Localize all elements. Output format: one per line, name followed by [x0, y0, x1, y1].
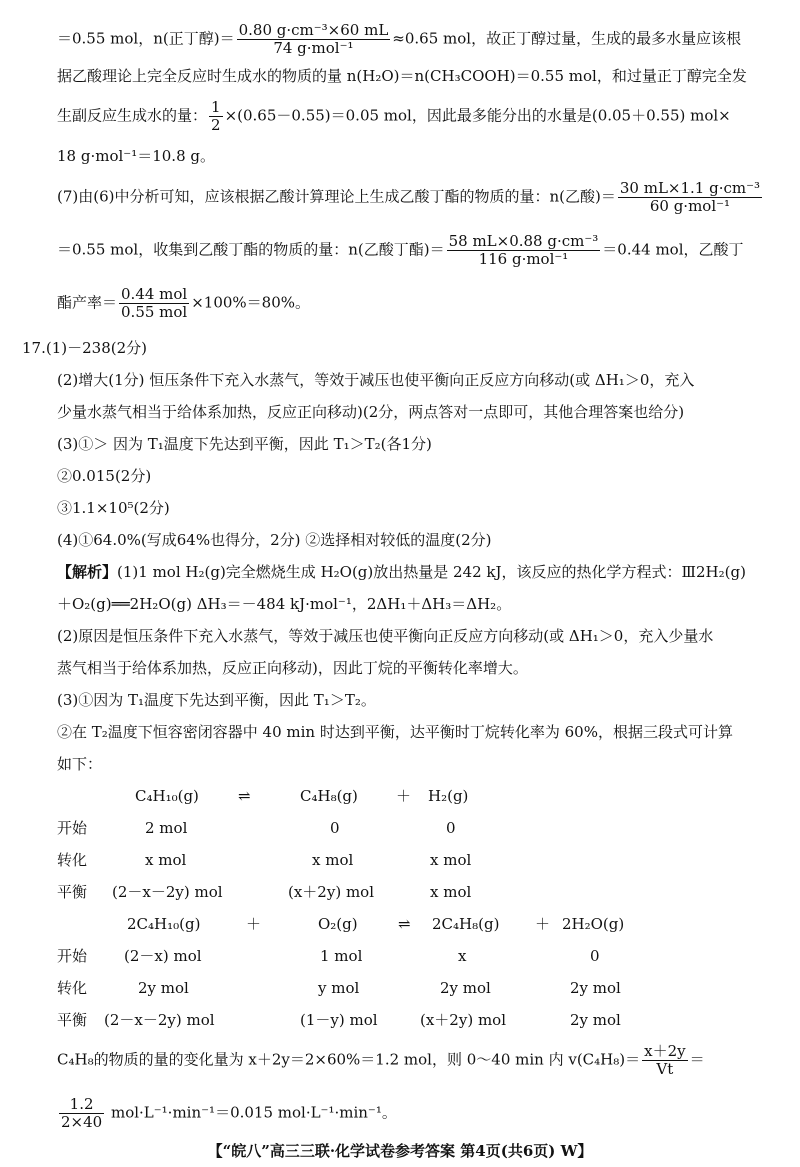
- t1-cell: (x＋2y) mol: [288, 883, 375, 901]
- t2-cell: (2－x) mol: [124, 947, 202, 965]
- answer-17-3c: ③1.1×10⁵(2分): [57, 499, 170, 517]
- answer-17-1: 17.(1)－238(2分): [22, 339, 147, 357]
- numerator: 58 mL×0.88 g·cm⁻³: [448, 232, 599, 250]
- analysis-line-2: ＋O₂(g)══2H₂O(g) ΔH₃＝－484 kJ·mol⁻¹，2ΔH₁＋ΔH₃＝ΔH₂。: [57, 595, 512, 613]
- t1-row-label: 开始: [57, 819, 88, 837]
- t2-plus: ＋: [535, 915, 551, 933]
- answer-7-line-2: [57, 233, 744, 268]
- t1-cell: 2 mol: [145, 819, 188, 837]
- denominator: 74 g·mol⁻¹: [273, 39, 354, 57]
- denominator: 2: [211, 116, 221, 134]
- analysis-line-6: ②在 T₂温度下恒容密闭容器中 40 min 时达到平衡，达平衡时丁烷转化率为 60%，根据三段式可计算: [57, 723, 733, 741]
- text: mol·L⁻¹·min⁻¹＝0.015 mol·L⁻¹·min⁻¹。: [106, 1103, 397, 1122]
- text: ≈0.65 mol，故正丁醇过量，生成的最多水量应该根: [392, 29, 742, 48]
- analysis-tag: 【解析】: [57, 563, 118, 581]
- answer-17-2a: (2)增大(1分) 恒压条件下充入水蒸气，等效于减压也使平衡向正反应方向移动(或 ΔH₁＞0，充入: [57, 371, 695, 389]
- t1-cell: x mol: [312, 851, 354, 869]
- answer-6-line-1: [57, 22, 741, 57]
- t2-cell: 2y mol: [138, 979, 189, 997]
- analysis-line-4: 蒸气相当于给体系加热，反应正向移动)，因此丁烷的平衡转化率增大。: [57, 659, 528, 677]
- numerator: x＋2y: [644, 1042, 686, 1060]
- t2-cell: y mol: [318, 979, 360, 997]
- denominator: 60 g·mol⁻¹: [649, 197, 731, 215]
- t1-cell: x mol: [145, 851, 187, 869]
- t2-cell: 1 mol: [320, 947, 363, 965]
- analysis-line-3: (2)原因是恒压条件下充入水蒸气，等效于减压也使平衡向正反应方向移动(或 ΔH₁＞0，充入少量水: [57, 627, 714, 645]
- analysis-line-5: (3)①因为 T₁温度下先达到平衡，因此 T₁＞T₂。: [57, 691, 376, 709]
- text: ＝0.44 mol，乙酸丁: [602, 240, 744, 259]
- t2-cell: (2－x－2y) mol: [104, 1011, 215, 1029]
- t1-cell: 0: [330, 819, 340, 837]
- t2-species-butane: 2C₄H₁₀(g): [127, 915, 201, 933]
- t1-species-butane: C₄H₁₀(g): [135, 787, 199, 805]
- text: ＝0.55 mol，收集到乙酸丁酯的物质的量：n(乙酸丁酯)＝: [57, 240, 445, 259]
- t2-cell: (1－y) mol: [300, 1011, 378, 1029]
- answer-17-3a: (3)①＞ 因为 T₁温度下先达到平衡，因此 T₁＞T₂(各1分): [57, 435, 432, 453]
- denominator: 2×40: [61, 1113, 103, 1131]
- answer-17-4: (4)①64.0%(写成64%也得分，2分) ②选择相对较低的温度(2分): [57, 531, 492, 549]
- fraction: [59, 1096, 104, 1131]
- t1-species-hydrogen: H₂(g): [428, 787, 469, 805]
- text: (7)由(6)中分析可知，应该根据乙酸计算理论上生成乙酸丁酯的物质的量：n(乙酸)＝: [57, 187, 616, 206]
- text: C₄H₈的物质的量的变化量为 x＋2y＝2×60%＝1.2 mol，则 0～40 min 内 v(C₄H₈)＝: [57, 1050, 641, 1069]
- t1-equilibrium-arrow: ⇌: [238, 787, 251, 805]
- text: ×(0.65－0.55)＝0.05 mol，因此最多能分出的水量是(0.05＋0.55) mol×: [224, 106, 731, 125]
- numerator: 0.80 g·cm⁻³×60 mL: [238, 21, 389, 39]
- t2-plus: ＋: [246, 915, 262, 933]
- fraction: [618, 180, 762, 215]
- answer-7-line-3: [57, 286, 310, 321]
- analysis-line-1: [57, 562, 746, 582]
- numerator: 1: [211, 98, 221, 116]
- t1-species-butene: C₄H₈(g): [300, 787, 358, 805]
- answer-6-line-2: 据乙酸理论上完全反应时生成水的物质的量 n(H₂O)＝n(CH₃COOH)＝0.55 mol，和过量正丁醇完全发: [57, 67, 747, 85]
- text: ＝0.55 mol，n(正丁醇)＝: [57, 29, 235, 48]
- answer-17-3b: ②0.015(2分): [57, 467, 152, 485]
- t1-cell: (2－x－2y) mol: [112, 883, 223, 901]
- t1-cell: x mol: [430, 851, 472, 869]
- t2-row-label: 转化: [57, 979, 88, 997]
- t2-species-oxygen: O₂(g): [318, 915, 358, 933]
- text: ×100%＝80%。: [191, 293, 311, 312]
- text: 酯产率＝: [57, 293, 118, 312]
- text: 生副反应生成水的量：: [57, 106, 208, 125]
- t1-row-label: 平衡: [57, 883, 88, 901]
- answer-6-line-3: [57, 99, 731, 134]
- analysis-line-7: 如下：: [57, 755, 103, 773]
- t2-row-label: 开始: [57, 947, 88, 965]
- fraction: [237, 22, 391, 57]
- denominator: 116 g·mol⁻¹: [478, 250, 569, 268]
- numerator: 30 mL×1.1 g·cm⁻³: [619, 179, 761, 197]
- answer-7-line-1: [57, 180, 764, 215]
- t1-plus: ＋: [396, 787, 412, 805]
- t2-cell: 2y mol: [440, 979, 491, 997]
- t2-cell: x: [458, 947, 467, 965]
- t2-cell: 2y mol: [570, 1011, 621, 1029]
- t2-cell: (x＋2y) mol: [420, 1011, 507, 1029]
- t1-cell: 0: [446, 819, 456, 837]
- text: (1)1 mol H₂(g)完全燃烧生成 H₂O(g)放出热量是 242 kJ，该反应的热化学方程式：Ⅲ2H₂(g): [117, 563, 746, 581]
- fraction: [209, 99, 223, 134]
- answer-17-2b: 少量水蒸气相当于给体系加热，反应正向移动)(2分，两点答对一点即可，其他合理答案也给分): [57, 403, 685, 421]
- denominator: Vt: [656, 1060, 674, 1078]
- t2-cell: 0: [590, 947, 600, 965]
- fraction: [447, 233, 601, 268]
- t2-equilibrium-arrow: ⇌: [398, 915, 411, 933]
- t1-cell: x mol: [430, 883, 472, 901]
- rate-calc-line-1: [57, 1043, 705, 1078]
- rate-calc-line-2: [57, 1096, 397, 1131]
- numerator: 1.2: [59, 1096, 104, 1114]
- text: ＝: [689, 1050, 705, 1069]
- fraction: [119, 286, 189, 321]
- t2-species-water: 2H₂O(g): [562, 915, 625, 933]
- numerator: 0.44 mol: [121, 285, 188, 303]
- page-footer: 【“皖八”高三三联·化学试卷参考答案 第4页(共6页) W】: [207, 1142, 593, 1160]
- t2-cell: 2y mol: [570, 979, 621, 997]
- fraction: [642, 1043, 687, 1078]
- t2-row-label: 平衡: [57, 1011, 88, 1029]
- answer-6-line-4: 18 g·mol⁻¹＝10.8 g。: [57, 147, 215, 165]
- t2-species-butene: 2C₄H₈(g): [432, 915, 500, 933]
- t1-row-label: 转化: [57, 851, 88, 869]
- denominator: 0.55 mol: [121, 303, 188, 321]
